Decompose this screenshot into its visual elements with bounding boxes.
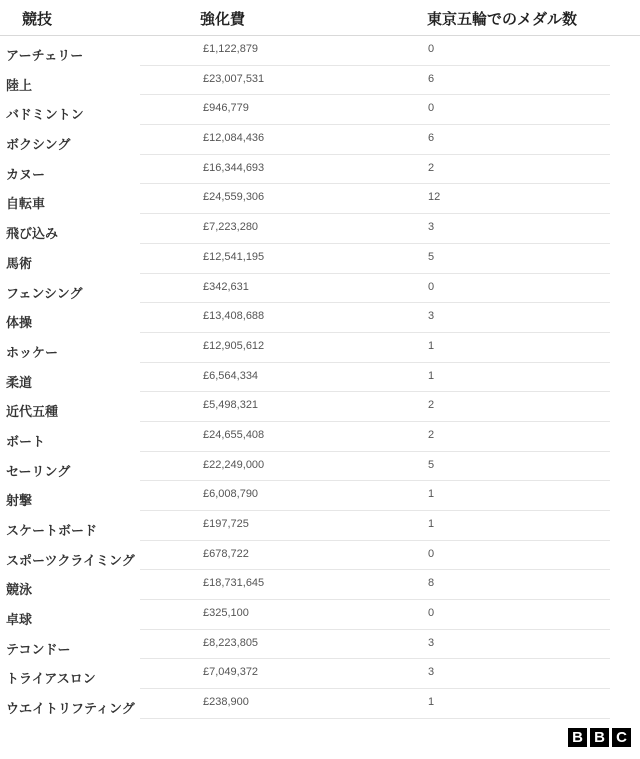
table-row: [0, 689, 640, 719]
table-row: [0, 333, 640, 363]
sport-name: ホッケー: [6, 345, 59, 361]
funding-amount: £22,249,000: [203, 458, 265, 471]
table-row: [0, 155, 640, 185]
table-row: [0, 630, 640, 660]
medal-count: 0: [428, 280, 435, 293]
funding-amount: £6,008,790: [203, 488, 259, 501]
table-row: [0, 244, 640, 274]
table-row: [0, 274, 640, 304]
medal-count: 8: [428, 577, 435, 590]
medal-count: 1: [428, 339, 435, 352]
table-row: [0, 36, 640, 66]
funding-amount: £678,722: [203, 547, 249, 560]
table-row: [0, 214, 640, 244]
table-row: [0, 363, 640, 393]
medal-count: 0: [428, 547, 435, 560]
sport-name: バドミントン: [6, 108, 84, 124]
funding-amount: £16,344,693: [203, 161, 265, 174]
medal-count: 3: [428, 666, 435, 679]
funding-amount: £8,223,805: [203, 636, 259, 649]
funding-amount: £7,223,280: [203, 221, 259, 234]
table-row: [0, 511, 640, 541]
funding-amount: £1,122,879: [203, 43, 259, 55]
sport-name: 射撃: [6, 494, 33, 510]
medal-count: 2: [428, 161, 435, 174]
funding-amount: £342,631: [203, 280, 249, 293]
sport-name: テコンドー: [6, 642, 71, 658]
funding-amount: £23,007,531: [203, 72, 265, 85]
medal-count: 12: [428, 191, 441, 204]
funding-amount: £12,541,195: [203, 250, 265, 263]
funding-amount: £12,084,436: [203, 132, 265, 145]
funding-amount: £946,779: [203, 102, 249, 115]
sport-name: スポーツクライミング: [6, 553, 135, 569]
row-divider: [140, 718, 610, 719]
medal-count: 0: [428, 43, 435, 55]
sport-name: 自転車: [6, 197, 46, 213]
sport-name: 近代五種: [6, 405, 59, 421]
medal-count: 3: [428, 636, 435, 649]
bbc-logo: [568, 728, 631, 747]
header-funding: 強化費: [200, 10, 246, 28]
table-row: [0, 125, 640, 155]
bbc-logo-letter: C: [612, 728, 631, 747]
medal-count: 2: [428, 428, 435, 441]
medal-count: 5: [428, 250, 435, 263]
medal-count: 0: [428, 607, 435, 620]
bbc-logo-letter: B: [590, 728, 609, 747]
sport-name: ウエイトリフティング: [6, 702, 135, 718]
sport-name: セーリング: [6, 464, 71, 480]
table-row: [0, 541, 640, 571]
medal-count: 6: [428, 72, 435, 85]
funding-amount: £5,498,321: [203, 399, 259, 412]
sport-name: カヌー: [6, 167, 46, 183]
medal-count: 3: [428, 310, 435, 323]
funding-amount: £197,725: [203, 518, 249, 530]
table-row: [0, 600, 640, 630]
medal-count: 2: [428, 399, 435, 412]
funding-amount: £18,731,645: [203, 577, 265, 590]
table-row: [0, 184, 640, 214]
sport-name: 柔道: [6, 375, 33, 391]
sport-name: スケートボード: [6, 524, 98, 539]
funding-amount: £12,905,612: [203, 339, 265, 352]
sport-name: フェンシング: [6, 286, 83, 302]
table-body: [0, 36, 640, 719]
medal-count: 3: [428, 221, 435, 234]
funding-amount: £24,559,306: [203, 191, 265, 204]
table-row: [0, 392, 640, 422]
table-row: [0, 481, 640, 511]
table-row: [0, 95, 640, 125]
medal-count: 1: [428, 696, 435, 709]
funding-amount: £13,408,688: [203, 310, 265, 323]
medal-count: 5: [428, 458, 435, 471]
sport-name: 陸上: [6, 78, 33, 94]
table-row: [0, 452, 640, 482]
funding-amount: £7,049,372: [203, 666, 259, 679]
table-row: [0, 422, 640, 452]
sport-name: トライアスロン: [6, 672, 96, 688]
sport-name: 体操: [6, 316, 33, 332]
sport-name: 卓球: [6, 613, 33, 629]
medal-count: 1: [428, 488, 435, 501]
medal-count: 1: [428, 518, 435, 530]
table-header: [0, 0, 640, 36]
table-row: [0, 570, 640, 600]
funding-amount: £238,900: [203, 696, 249, 709]
bbc-logo-letter: B: [568, 728, 587, 747]
header-sport: 競技: [22, 10, 53, 28]
sport-name: ボクシング: [6, 138, 71, 154]
table-row: [0, 66, 640, 96]
medal-count: 0: [428, 102, 435, 115]
sport-name: アーチェリー: [6, 49, 84, 64]
funding-amount: £6,564,334: [203, 369, 259, 382]
header-medals: 東京五輪でのメダル数: [427, 10, 578, 28]
sport-name: 競泳: [6, 583, 33, 599]
funding-amount: £325,100: [203, 607, 249, 620]
table-row: [0, 659, 640, 689]
medal-count: 6: [428, 132, 435, 145]
medal-count: 1: [428, 369, 435, 382]
sport-name: ボート: [6, 434, 46, 450]
funding-amount: £24,655,408: [203, 428, 265, 441]
sport-name: 馬術: [6, 256, 33, 272]
table-row: [0, 303, 640, 333]
sport-name: 飛び込み: [6, 227, 59, 243]
